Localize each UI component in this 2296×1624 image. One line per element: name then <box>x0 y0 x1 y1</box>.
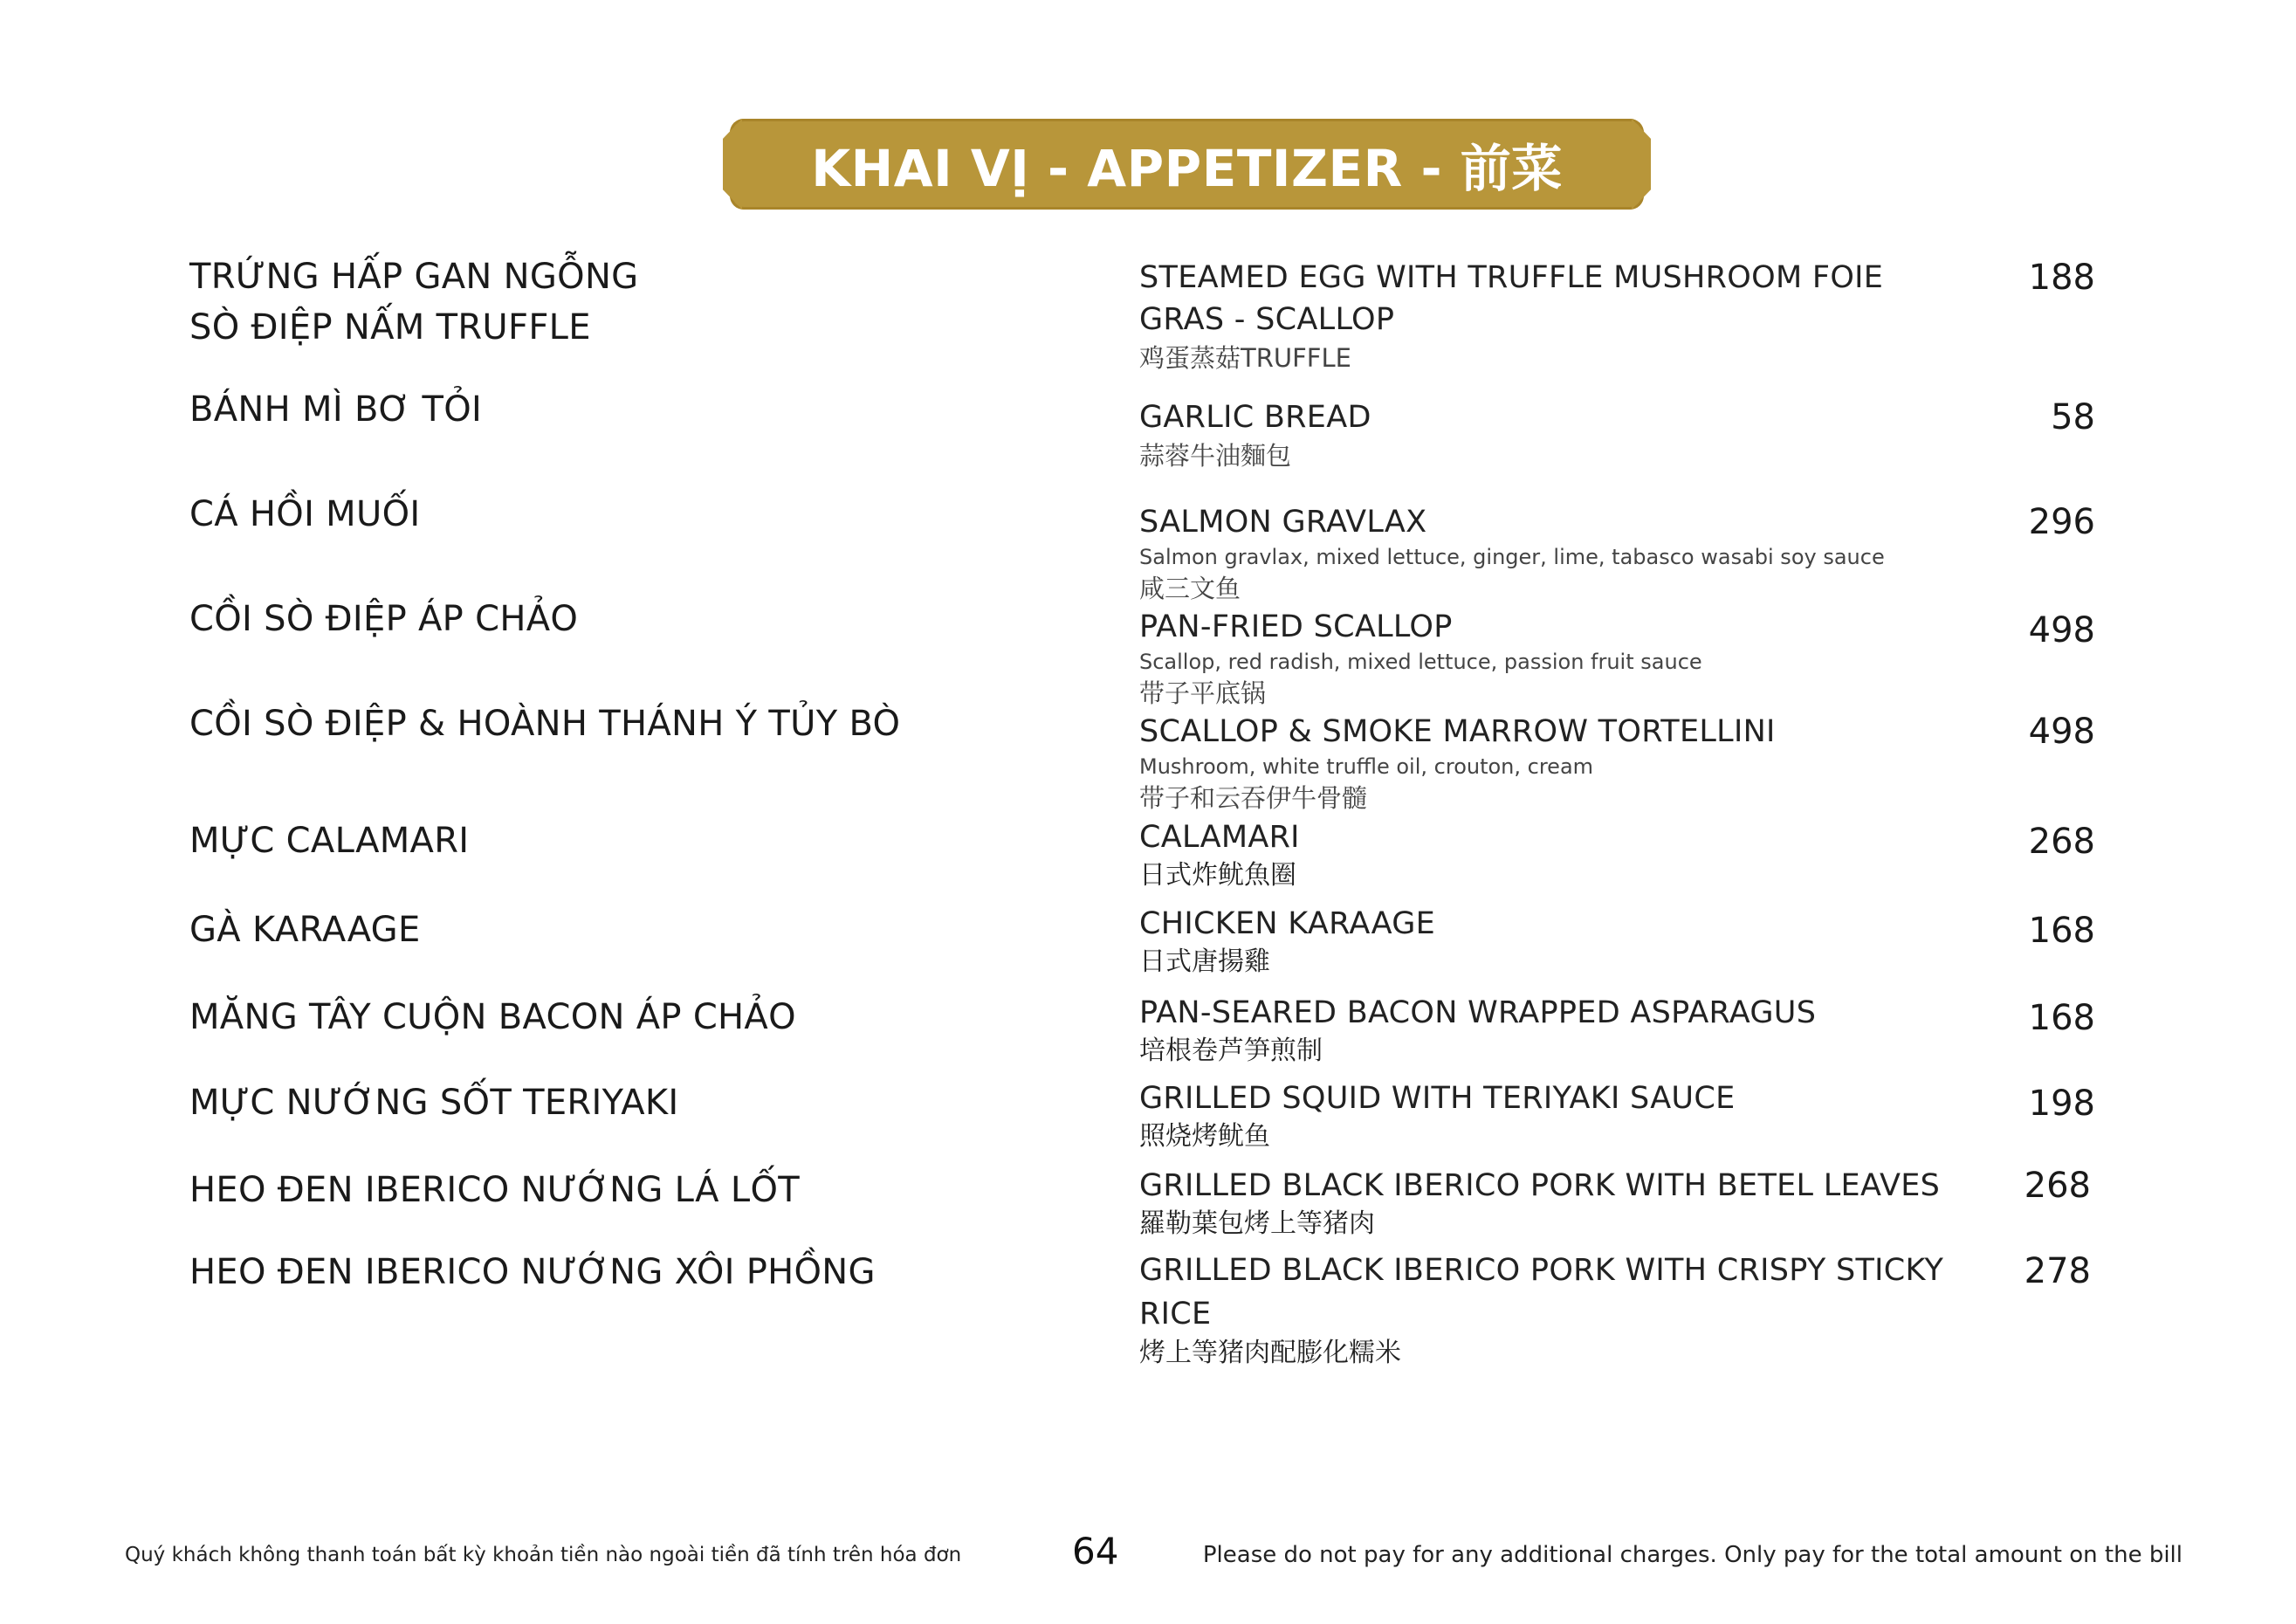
item-cn-name: 羅勒葉包烤上等猪肉 <box>1139 1208 1375 1239</box>
item-cn-name: 鸡蛋蒸菇TRUFFLE <box>1139 343 1351 373</box>
item-en-name: PAN-FRIED SCALLOP <box>1139 609 1453 644</box>
item-cn-name: 带子平底锅 <box>1139 678 1267 708</box>
item-description: Salmon gravlax, mixed lettuce, ginger, lime, tabasco wasabi soy sauce <box>1139 545 1885 569</box>
item-en-block <box>1139 1165 2004 1242</box>
item-en-block <box>1139 1077 1977 1154</box>
item-price: 278 <box>2024 1251 2091 1291</box>
item-en-block <box>1139 903 1977 980</box>
item-vn-name: MỰC NƯỚNG SỐT TERIYAKI <box>189 1083 679 1123</box>
item-en-name: PAN-SEARED BACON WRAPPED ASPARAGUS <box>1139 995 1817 1030</box>
item-en-block <box>1139 606 1977 711</box>
item-description: Scallop, red radish, mixed lettuce, passion fruit sauce <box>1139 650 1702 674</box>
item-price: 268 <box>2024 1166 2091 1206</box>
item-en-name: SCALLOP & SMOKE MARROW TORTELLINI <box>1139 714 1776 749</box>
item-en-name: STEAMED EGG WITH TRUFFLE MUSHROOM FOIE GRAS - SCALLOP <box>1139 260 1884 337</box>
item-vn-name: MỰC CALAMARI <box>189 821 470 861</box>
item-en-block <box>1139 816 1977 893</box>
item-en-name: CALAMARI <box>1139 820 1300 855</box>
item-vn-name: CÁ HỒI MUỐI <box>189 494 421 534</box>
item-description: Mushroom, white truffle oil, crouton, cream <box>1139 754 1594 779</box>
item-cn-name: 蒜蓉牛油麵包 <box>1139 441 1292 471</box>
item-cn-name: 培根卷芦笋煎制 <box>1139 1036 1323 1066</box>
item-en-block <box>1139 257 1925 375</box>
item-en-name: SALMON GRAVLAX <box>1139 505 1427 540</box>
item-en-name: GRILLED BLACK IBERICO PORK WITH BETEL LEAVES <box>1139 1168 1941 1203</box>
item-price: 168 <box>2028 998 2095 1038</box>
item-price: 168 <box>2028 911 2095 951</box>
item-price: 498 <box>2028 610 2095 650</box>
item-vn-name: GÀ KARAAGE <box>189 910 421 950</box>
item-price: 498 <box>2028 712 2095 752</box>
item-vn-name: HEO ĐEN IBERICO NƯỚNG XÔI PHỒNG <box>189 1252 876 1292</box>
item-en-block <box>1139 992 1977 1069</box>
item-price: 268 <box>2028 822 2095 862</box>
item-cn-name: 带子和云吞伊牛骨髓 <box>1139 783 1368 813</box>
footer-en-note: Please do not pay for any additional charges. Only pay for the total amount on the bill <box>1202 1542 2183 1568</box>
item-cn-name: 日式炸鱿魚圈 <box>1139 860 1296 891</box>
item-vn-name: BÁNH MÌ BƠ TỎI <box>189 389 483 430</box>
item-en-name: CHICKEN KARAAGE <box>1139 906 1436 941</box>
item-price: 198 <box>2028 1084 2095 1124</box>
item-en-block <box>1139 501 1977 606</box>
item-en-name: GRILLED SQUID WITH TERIYAKI SAUCE <box>1139 1081 1736 1116</box>
item-vn-name: CỒI SÒ ĐIỆP & HOÀNH THÁNH Ý TỦY BÒ <box>189 704 901 744</box>
item-price: 188 <box>2028 258 2095 298</box>
item-en-block <box>1139 1249 2004 1371</box>
item-cn-name: 烤上等猪肉配膨化糯米 <box>1139 1338 1401 1368</box>
section-title: KHAI VỊ - APPETIZER - 前菜 <box>811 139 1563 198</box>
item-en-name: GRILLED BLACK IBERICO PORK WITH CRISPY STICKY RICE <box>1139 1253 1944 1332</box>
item-price: 58 <box>2051 397 2095 437</box>
item-vn-name: HEO ĐEN IBERICO NƯỚNG LÁ LỐT <box>189 1170 800 1210</box>
item-en-name: GARLIC BREAD <box>1139 400 1371 435</box>
section-banner <box>730 119 1644 210</box>
item-cn-name: 咸三文鱼 <box>1139 574 1241 603</box>
item-vn-name: MĂNG TÂY CUỘN BACON ÁP CHẢO <box>189 997 796 1037</box>
item-en-block <box>1139 396 1977 473</box>
item-en-block <box>1139 711 1977 815</box>
item-vn-name: TRỨNG HẤP GAN NGỖNG SÒ ĐIỆP NẤM TRUFFLE <box>189 257 639 348</box>
item-cn-name: 照烧烤鱿鱼 <box>1139 1121 1270 1152</box>
item-price: 296 <box>2028 502 2095 542</box>
item-vn-name: CỒI SÒ ĐIỆP ÁP CHẢO <box>189 599 579 639</box>
item-cn-name: 日式唐揚雞 <box>1139 946 1270 977</box>
page-number: 64 <box>1072 1530 1119 1572</box>
footer-vn-note: Quý khách không thanh toán bất kỳ khoản tiền nào ngoài tiền đã tính trên hóa đơn <box>125 1544 962 1566</box>
